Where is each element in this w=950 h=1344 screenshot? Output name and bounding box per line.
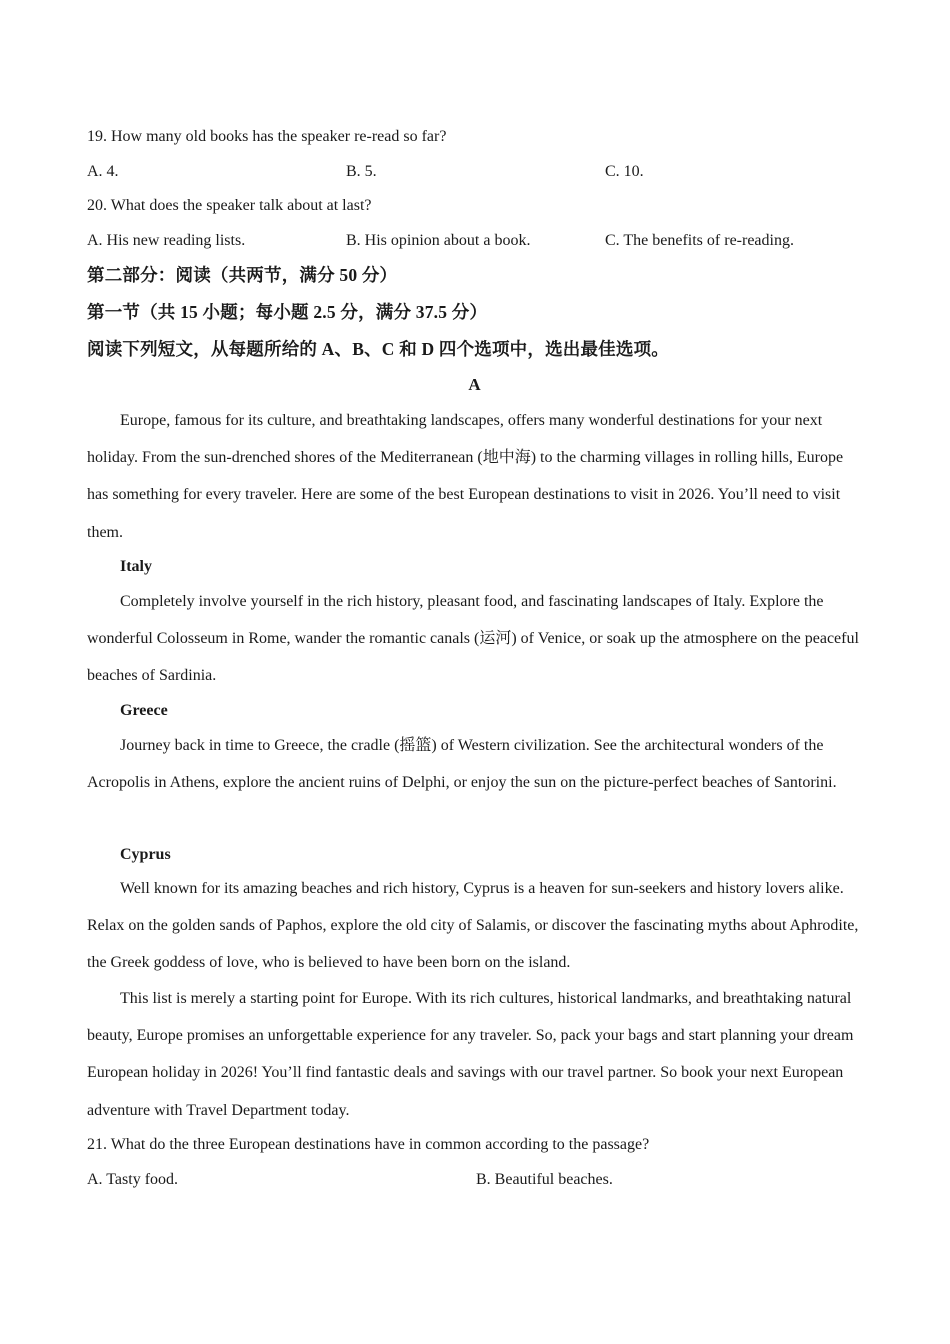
- question-19-option-b: B. 5.: [346, 163, 377, 180]
- passage-label: A: [468, 375, 481, 394]
- question-19-stem: 19. How many old books has the speaker re-read so far?: [87, 128, 447, 145]
- question-19-option-c: C. 10.: [605, 163, 644, 180]
- question-21-stem: 21. What do the three European destinations have in common according to the passage?: [87, 1136, 650, 1153]
- part-2-title: 第二部分：阅读（共两节，满分 50 分）: [87, 265, 398, 285]
- reading-instruction: 阅读下列短文，从每题所给的 A、B、C 和 D 四个选项中，选出最佳选项。: [87, 339, 669, 359]
- question-19-option-a: A. 4.: [87, 163, 119, 180]
- question-21-option-b: B. Beautiful beaches.: [476, 1171, 613, 1188]
- question-20-option-c: C. The benefits of re-reading.: [605, 232, 794, 249]
- greece-paragraph: Journey back in time to Greece, the cradle (摇篮) of Western civilization. See the architectural wonders of the Acropolis in Athens, explore the ancient ruins of Delphi, or enjoy the sun on the picture-perfect beaches of Santorini.: [87, 737, 837, 792]
- section-1-title: 第一节（共 15 小题；每小题 2.5 分，满分 37.5 分）: [87, 302, 488, 322]
- cyprus-heading: Cyprus: [120, 846, 171, 863]
- question-21-option-a: A. Tasty food.: [87, 1171, 179, 1188]
- cyprus-paragraph: Well known for its amazing beaches and rich history, Cyprus is a heaven for sun-seekers and history lovers alike. Relax on the golden sands of Paphos, explore the old city of Salamis, or discover the fascinating myths about Aphrodite, the Greek goddess of love, who is believed to have been born on the island.: [87, 880, 859, 972]
- passage-intro: Europe, famous for its culture, and breathtaking landscapes, offers many wonderful destinations for your next holiday. From the sun-drenched shores of the Mediterranean (地中海) to the charming villages in rolling hills, Europe has something for every traveler. Here are some of the best European destinations to visit in 2026. You’ll need to visit them.: [87, 412, 844, 541]
- question-20-option-b: B. His opinion about a book.: [346, 232, 531, 249]
- question-20-stem: 20. What does the speaker talk about at last?: [87, 197, 372, 214]
- italy-paragraph: Completely involve yourself in the rich history, pleasant food, and fascinating landscapes of Italy. Explore the wonderful Colosseum in Rome, wander the romantic canals (运河) of Venice, or soak up the atmosphere on the peaceful beaches of Sardinia.: [87, 593, 859, 685]
- italy-heading: Italy: [120, 558, 152, 575]
- closing-paragraph: This list is merely a starting point for Europe. With its rich cultures, historical landmarks, and breathtaking natural beauty, Europe promises an unforgettable experience for any traveler. So, pack your bags and start planning your dream European holiday in 2026! You’ll find fantastic deals and savings with our travel partner. So book your next European adventure with Travel Department today.: [87, 990, 854, 1119]
- greece-heading: Greece: [120, 702, 168, 719]
- question-20-option-a: A. His new reading lists.: [87, 232, 246, 249]
